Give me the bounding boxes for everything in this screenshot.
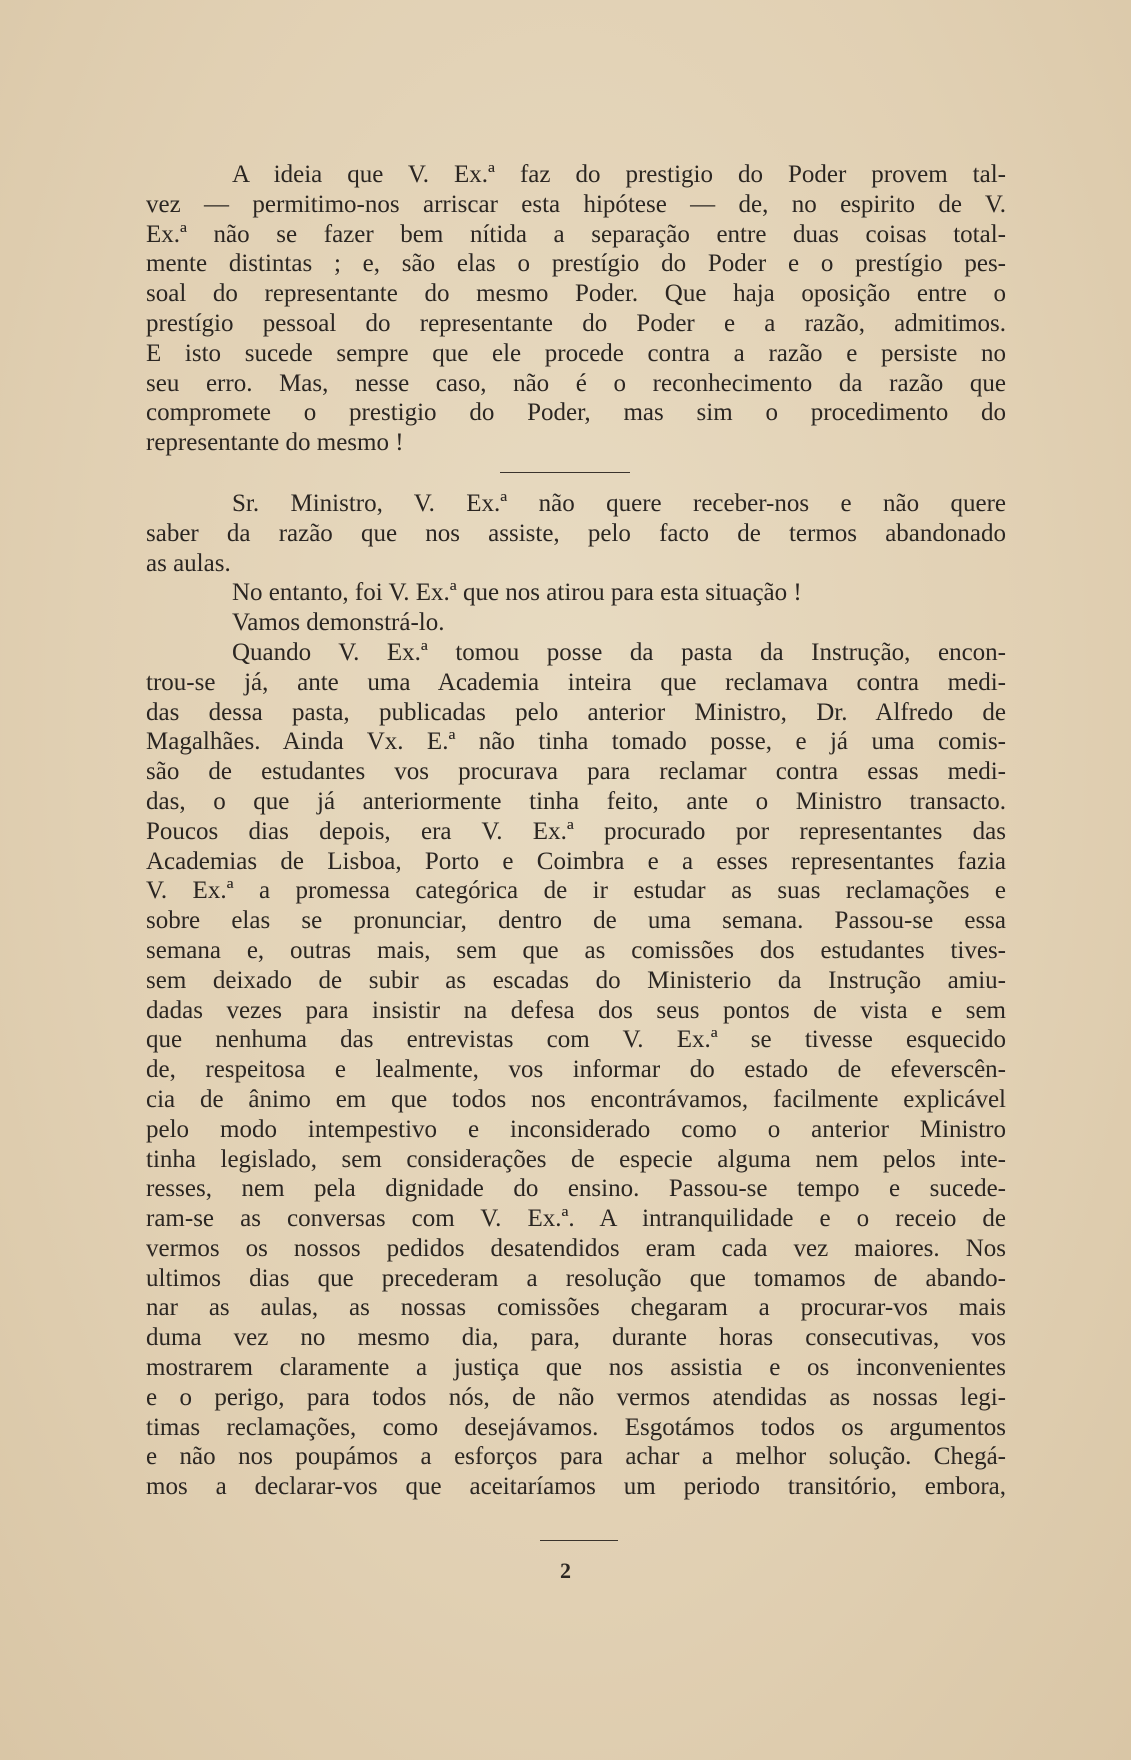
text-line: semana e, outras mais, sem que as comissões dos estudantes tives- [146, 936, 1006, 964]
text-line: cia de ânimo em que todos nos encontrávamos, facilmente explicável [146, 1085, 1006, 1113]
text-line: No entanto, foi V. Ex.ª que nos atirou para esta situação ! [232, 579, 802, 607]
text-line: pelo modo intempestivo e inconsiderado como o anterior Ministro [146, 1115, 1006, 1143]
text-line: Sr. Ministro, V. Ex.ª não quere receber-nos e não quere [232, 489, 1006, 517]
footer-divider [540, 1540, 618, 1541]
text-line: prestígio pessoal do representante do Poder e a razão, admitimos. [146, 309, 1006, 337]
text-line: ultimos dias que precederam a resolução que tomamos de abando- [146, 1264, 1006, 1292]
text-line: e não nos poupámos a esforços para achar a melhor solução. Chegá- [146, 1443, 1006, 1471]
paragraph-1 [146, 160, 1006, 458]
text-line: sem deixado de subir as escadas do Ministerio da Instrução amiu- [146, 966, 1006, 994]
text-line: trou-se já, ante uma Academia inteira que reclamava contra medi- [146, 668, 1006, 696]
paragraph-5 [146, 638, 1006, 1502]
text-line: Academias de Lisboa, Porto e Coimbra e a esses representantes fazia [146, 847, 1006, 875]
text-line: Poucos dias depois, era V. Ex.ª procurado por representantes das [146, 817, 1006, 845]
text-line: de, respeitosa e lealmente, vos informar do estado de efeverscên- [146, 1056, 1006, 1084]
section-divider [500, 472, 630, 473]
text-line: E isto sucede sempre que ele procede contra a razão e persiste no [146, 339, 1006, 367]
text-line: saber da razão que nos assiste, pelo facto de termos abandonado [146, 519, 1006, 547]
text-line: seu erro. Mas, nesse caso, não é o reconhecimento da razão que [146, 369, 1006, 397]
text-line: Magalhães. Ainda Vx. E.ª não tinha tomado posse, e já uma comis- [146, 728, 1006, 756]
text-line: mente distintas ; e, são elas o prestígio do Poder e o prestígio pes- [146, 250, 1006, 278]
page-number: 2 [560, 1558, 571, 1583]
text-line: tinha legislado, sem considerações de especie alguma nem pelos inte- [146, 1145, 1006, 1173]
text-line: A ideia que V. Ex.ª faz do prestigio do Poder provem tal- [232, 161, 1006, 188]
paragraph-2 [146, 489, 1006, 578]
text-line: mostrarem claramente a justiça que nos assistia e os inconvenientes [146, 1354, 1006, 1382]
document-body [146, 160, 1006, 1502]
text-line: V. Ex.ª a promessa categórica de ir estudar as suas reclamações e [146, 877, 1006, 905]
text-line: timas reclamações, como desejávamos. Esgotámos todos os argumentos [146, 1413, 1006, 1441]
text-line: das, o que já anteriormente tinha feito, ante o Ministro transacto. [146, 787, 1006, 815]
text-line: representante do mesmo ! [146, 429, 404, 457]
text-line: nar as aulas, as nossas comissões chegaram a procurar-vos mais [146, 1294, 1006, 1322]
text-line: e o perigo, para todos nós, de não vermos atendidas as nossas legi- [146, 1383, 1006, 1411]
text-line: compromete o prestigio do Poder, mas sim o procedimento do [146, 399, 1006, 427]
text-line: ram-se as conversas com V. Ex.ª. A intranquilidade e o receio de [146, 1205, 1006, 1233]
text-line: as aulas. [146, 549, 231, 577]
text-line: das dessa pasta, publicadas pelo anterior Ministro, Dr. Alfredo de [146, 698, 1006, 726]
text-line: dadas vezes para insistir na defesa dos seus pontos de vista e sem [146, 996, 1006, 1024]
text-line: mos a declarar-vos que aceitaríamos um periodo transitório, embora, [146, 1473, 1006, 1501]
text-line: são de estudantes vos procurava para reclamar contra essas medi- [146, 758, 1006, 786]
text-line: duma vez no mesmo dia, para, durante horas consecutivas, vos [146, 1324, 1006, 1352]
text-line: Vamos demonstrá-lo. [232, 609, 445, 637]
text-line: soal do representante do mesmo Poder. Que haja oposição entre o [146, 280, 1006, 308]
paragraph-3 [146, 578, 1006, 608]
text-line: resses, nem pela dignidade do ensino. Passou-se tempo e sucede- [146, 1175, 1006, 1203]
text-line: Quando V. Ex.ª tomou posse da pasta da Instrução, encon- [232, 638, 1006, 666]
text-line: que nenhuma das entrevistas com V. Ex.ª se tivesse esquecido [146, 1026, 1006, 1054]
text-line: vez — permitimo-nos arriscar esta hipótese — de, no espirito de V. [146, 190, 1006, 218]
paragraph-4 [146, 608, 1006, 638]
text-line: vermos os nossos pedidos desatendidos eram cada vez maiores. Nos [146, 1234, 1006, 1262]
text-line: Ex.ª não se fazer bem nítida a separação entre duas coisas total- [146, 220, 1006, 248]
text-line: sobre elas se pronunciar, dentro de uma semana. Passou-se essa [146, 907, 1006, 935]
